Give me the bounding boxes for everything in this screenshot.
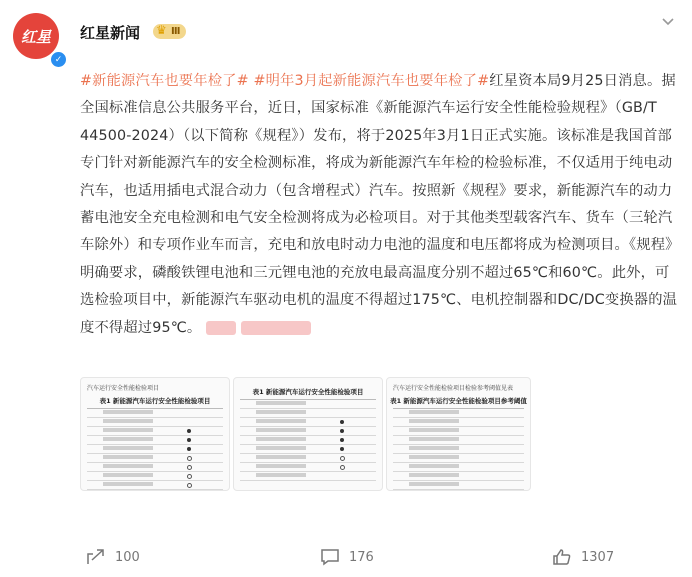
verified-icon: ✓ <box>49 50 68 69</box>
blurred-text <box>206 321 236 335</box>
post-body <box>80 68 680 342</box>
image-thumbnail[interactable]: 汽车运行安全性能检验项目 表1 新能源汽车运行安全性能检验项目 <box>80 377 230 491</box>
share-icon <box>86 548 106 566</box>
crown-icon: ♛ <box>156 23 167 37</box>
hashtag-link[interactable]: #明年3月起新能源汽车也要年检了# <box>253 73 490 89</box>
post-text: 红星资本局9月25日消息。据全国标准信息公共服务平台，近日，国家标准《新能源汽车运行安全性能检验规程》（GB/T 44500-2024）（以下简称《规程》）发布，将于2025年3月1日正式实施。该标准是我国首部专门针对新能源汽车的安全检测标准，将成为新能源汽车年检的检验标准，不仅适用于纯电动汽车，也适用插电式混合动力（包含增程式）汽车。按照新《规程》要求，新能源汽车的动力蓄电池安全充电检测和电气安全检测将成为必检项目。对于其他类型载客汽车、货车（三轮汽车除外）和专项作业车而言，充电和放电时动力电池的温度和电压都将成为检测项目。《规程》明确要求，磷酸铁锂电池和三元锂电池的充放电最高温度分别不超过65℃和60℃。此外，可选检验项目中，新能源汽车驱动电机的温度不得超过175℃、电机控制器和DC/DC变换器的温度不得超过95℃。 <box>80 73 680 336</box>
share-button[interactable] <box>86 544 140 570</box>
hashtag-link[interactable]: #新能源汽车也要年检了# <box>80 73 249 89</box>
comment-count: 176 <box>349 549 374 565</box>
level-badge: ♛ Ⅲ <box>153 24 186 39</box>
comment-icon <box>320 548 340 566</box>
image-thumbnail[interactable]: 汽车运行安全性能检验项目检验参考阈值见表 表1 新能源汽车运行安全性能检验项目参考阈值 <box>386 377 531 491</box>
thumbs-up-icon <box>552 548 572 566</box>
share-count: 100 <box>115 549 140 565</box>
comment-button[interactable] <box>320 544 374 570</box>
blurred-text <box>241 321 311 335</box>
like-button[interactable] <box>552 544 614 570</box>
more-options-icon[interactable] <box>658 12 678 32</box>
account-name[interactable]: 红星新闻 <box>80 24 141 42</box>
image-thumbnail[interactable]: 表1 新能源汽车运行安全性能检验项目 <box>233 377 383 491</box>
avatar[interactable]: 红星 <box>13 13 59 59</box>
image-gallery <box>80 377 680 489</box>
action-bar <box>0 544 692 574</box>
like-count: 1307 <box>581 549 615 565</box>
